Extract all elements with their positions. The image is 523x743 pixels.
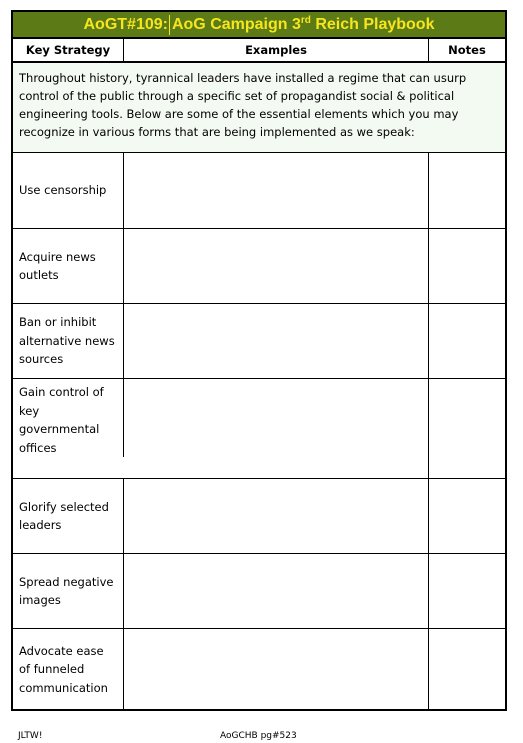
strategy-cell: Acquire news outlets — [13, 229, 124, 303]
title-superscript: rd — [300, 15, 311, 26]
table-header — [13, 39, 505, 63]
notes-cell[interactable] — [429, 153, 505, 228]
notes-cell[interactable] — [429, 479, 505, 553]
header-notes: Notes — [448, 43, 486, 57]
examples-cell[interactable] — [124, 479, 429, 553]
notes-cell[interactable] — [429, 554, 505, 628]
examples-cell[interactable] — [124, 304, 429, 378]
table-row — [13, 379, 505, 479]
intro-paragraph: Throughout history, tyrannical leaders have installed a regime that can usurp control of the public through a specific set of propagandist social & political engineering tools. Below are some of the essential elements which you may recognize in various forms that are being implemented as we speak: — [13, 63, 505, 153]
examples-cell[interactable] — [124, 153, 429, 228]
strategy-cell: Use censorship — [13, 153, 124, 228]
examples-cell[interactable] — [124, 629, 429, 710]
examples-cell[interactable] — [124, 229, 429, 303]
header-key-strategy: Key Strategy — [13, 39, 124, 61]
strategy-cell: Ban or inhibit alternative news sources — [13, 304, 124, 378]
playbook-sheet — [11, 10, 507, 711]
table-row — [13, 153, 505, 229]
strategy-cell: Spread negative images — [13, 554, 124, 628]
notes-cell[interactable] — [429, 629, 505, 710]
table-row — [13, 479, 505, 554]
header-examples: Examples — [124, 39, 429, 61]
footer-left-text: JLTW! — [18, 731, 43, 741]
title-separator — [169, 15, 170, 35]
examples-cell[interactable] — [124, 379, 429, 478]
table-row — [13, 629, 505, 710]
strategy-cell: Gain control of key governmental offices — [13, 379, 124, 457]
notes-cell[interactable] — [429, 229, 505, 303]
examples-cell[interactable] — [124, 554, 429, 628]
strategy-cell: Glorify selected leaders — [13, 479, 124, 553]
footer-page-number: AoGCHB pg#523 — [220, 731, 297, 741]
notes-cell[interactable] — [429, 379, 505, 478]
page-title — [13, 12, 505, 39]
strategy-cell: Advocate ease of funneled communication — [13, 629, 124, 710]
table-row — [13, 229, 505, 304]
title-main: AoG Campaign 3rd Reich Playbook — [171, 15, 435, 33]
table-row — [13, 304, 505, 379]
notes-cell[interactable] — [429, 304, 505, 378]
title-id: AoGT#109: — [83, 15, 168, 33]
strategy-table — [13, 39, 505, 710]
table-row — [13, 554, 505, 629]
